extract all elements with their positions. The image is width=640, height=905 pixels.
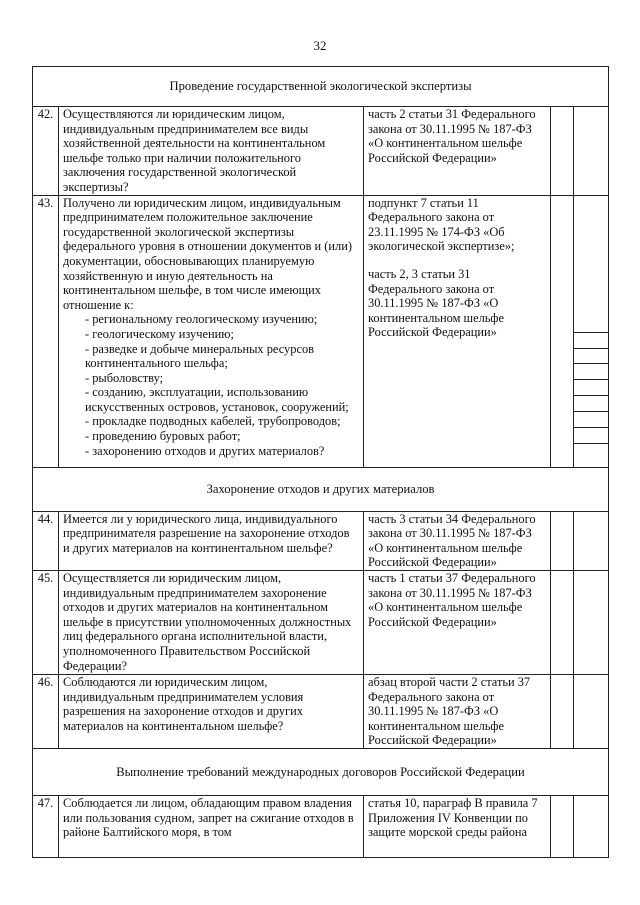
- legal-reference: статья 10, параграф В правила 7 Приложения IV Конвенции по защите морской среды района: [364, 795, 551, 857]
- legal-reference-2: часть 2, 3 статьи 31 Федерального закона от 30.11.1995 № 187-ФЗ «О континентальном шельфе Российской Федерации»: [368, 266, 504, 340]
- answer-cell: [574, 107, 609, 196]
- row-number: 46.: [33, 674, 59, 748]
- question-text: Осуществляется ли юридическим лицом, индивидуальным предпринимателем захоронение отходов и других материалов на континентальном шельфе в присутствии уполномоченных должностных лиц федерального органа исполнительной власти, уполномоченного Правительством Российской Федерации?: [59, 570, 364, 674]
- legal-reference-1: подпункт 7 статьи 11 Федерального закона от 23.11.1995 № 174-ФЗ «Об экологической экспертизе»;: [368, 195, 515, 254]
- table-row: [33, 674, 609, 748]
- answer-cell: [574, 795, 609, 857]
- section-header-row: [33, 67, 609, 107]
- answer-cell: [551, 795, 574, 857]
- list-item: - прокладке подводных кабелей, трубопроводов;: [85, 414, 341, 429]
- legal-reference: часть 2 статьи 31 Федерального закона от 30.11.1995 № 187-ФЗ «О континентальном шельфе Российской Федерации»: [364, 107, 551, 196]
- section-header-row: [33, 467, 609, 511]
- page-number: 32: [313, 38, 327, 53]
- row-number: 42.: [33, 107, 59, 196]
- legal-reference: абзац второй части 2 статьи 37 Федерального закона от 30.11.1995 № 187-ФЗ «О континентальном шельфе Российской Федерации»: [364, 674, 551, 748]
- list-item: - региональному геологическому изучению;: [85, 312, 318, 327]
- question-lead: Получено ли юридическим лицом, индивидуальным предпринимателем положительное заключение государственной экологической экспертизы федерального уровня в отношении документов и (или) документации, обосновывающих планируемую хозяйственную и иную деятельность на континентальном шельфе, в том числе имеющих отношение к:: [63, 195, 352, 312]
- legal-reference: [364, 195, 551, 467]
- section-title: Захоронение отходов и других материалов: [33, 467, 609, 511]
- table-row: [33, 107, 609, 196]
- answer-cell: [551, 511, 574, 570]
- list-item: - проведению буровых работ;: [85, 429, 241, 444]
- answer-cell: [574, 674, 609, 748]
- answer-cell: [551, 195, 574, 467]
- legal-reference: часть 1 статьи 37 Федерального закона от 30.11.1995 № 187-ФЗ «О континентальном шельфе Российской Федерации»: [364, 570, 551, 674]
- question-text: Соблюдаются ли юридическим лицом, индивидуальным предпринимателем условия разрешения на захоронение отходов и других материалов на континентальном шельфе?: [59, 674, 364, 748]
- section-title: Выполнение требований международных договоров Российской Федерации: [33, 748, 609, 795]
- row-number: 47.: [33, 795, 59, 857]
- answer-cell: [551, 570, 574, 674]
- question-text: Соблюдается ли лицом, обладающим правом владения или пользования судном, запрет на сжигание отходов в районе Балтийского моря, в том: [59, 795, 364, 857]
- row-number: 45.: [33, 570, 59, 674]
- row-number: 43.: [33, 195, 59, 467]
- table-row: [33, 570, 609, 674]
- checklist-table: [32, 66, 609, 858]
- table-row: [33, 195, 609, 467]
- table-row: [33, 511, 609, 570]
- legal-reference: часть 3 статьи 34 Федерального закона от 30.11.1995 № 187-ФЗ «О континентальном шельфе Российской Федерации»: [364, 511, 551, 570]
- list-item: - рыболовству;: [85, 370, 164, 385]
- table-row: [33, 795, 609, 857]
- question-text: [59, 195, 364, 467]
- list-item: - созданию, эксплуатации, использованию искусственных островов, установок, сооружений;: [85, 385, 349, 414]
- list-item: - захоронению отходов и других материалов?: [85, 443, 325, 458]
- section-header-row: [33, 748, 609, 795]
- list-item: - геологическому изучению;: [85, 326, 234, 341]
- answer-cell: [574, 511, 609, 570]
- answer-cell: [574, 570, 609, 674]
- answer-cell: [551, 674, 574, 748]
- row-number: 44.: [33, 511, 59, 570]
- question-text: Осуществляются ли юридическим лицом, индивидуальным предпринимателем все виды хозяйственной деятельности на континентальном шельфе только при наличии положительного заключения государственной экологической экспертизы?: [59, 107, 364, 196]
- list-item: - разведке и добыче минеральных ресурсов континентального шельфа;: [85, 341, 314, 371]
- answer-cell: [574, 195, 609, 467]
- answer-cell: [551, 107, 574, 196]
- question-text: Имеется ли у юридического лица, индивидуального предпринимателя разрешение на захоронение отходов и других материалов на континентальном шельфе?: [59, 511, 364, 570]
- section-title: Проведение государственной экологической экспертизы: [33, 67, 609, 107]
